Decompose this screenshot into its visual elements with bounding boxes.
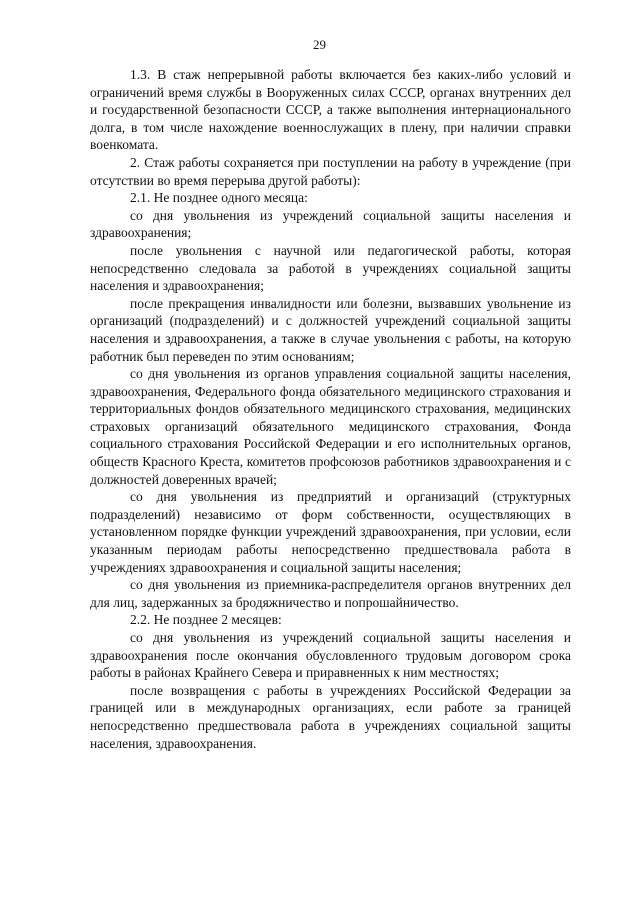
paragraph-2-1-item-5: со дня увольнения из предприятий и организаций (структурных подразделений) независимо от форм собственности, осуществляющих в установленном порядке функции учреждений здравоохранения, при условии, если указанным периодам работы непосредственно предшествовала работа в учреждениях здравоохранения и социальной защиты населения; xyxy=(90,489,571,575)
page-number: 29 xyxy=(313,37,326,52)
paragraph-2-2-item-1: со дня увольнения из учреждений социальной защиты населения и здравоохранения после окончания обусловленного трудовым договором срока работы в районах Крайнего Севера и приравненных к ним местностях; xyxy=(90,630,571,681)
paragraph-2-1-item-6: со дня увольнения из приемника-распределителя органов внутренних дел для лиц, задержанных за бродяжничество и попрошайничество. xyxy=(90,577,571,610)
paragraph-2: 2. Стаж работы сохраняется при поступлении на работу в учреждение (при отсутствии во время перерыва другой работы): xyxy=(90,154,571,188)
paragraph-2-1-item-2: после увольнения с научной или педагогической работы, которая непосредственно следовала за работой в учреждениях социальной защиты населения и здравоохранения; xyxy=(90,242,571,294)
paragraph-2-1-item-3: после прекращения инвалидности или болезни, вызвавших увольнение из организаций (подразделений) и с должностей учреждений социальной защиты населения и здравоохранения, а также в случае увольнения с работы, на которую работник был переведен по этим основаниям; xyxy=(90,295,571,364)
paragraph-1-3: 1.3. В стаж непрерывной работы включается без каких-либо условий и ограничений время службы в Вооруженных силах СССР, органах внутренних дел и государственной безопасности СССР, а также выполнения интернационального долга, в том числе нахождение военнослужащих в плену, при наличии справки военкомата. xyxy=(90,67,571,153)
document-body xyxy=(90,66,571,752)
paragraph-2-1-item-4: со дня увольнения из органов управления социальной защиты населения, здравоохранения, Федерального фонда обязательного медицинского страхования и территориальных фондов обязательного медицинского страхования, медицинских страховых организаций обязательного медицинского страхования, Фонда социального страхования Российской Федерации и его исполнительных органов, обществ Красного Креста, комитетов профсоюзов работников здравоохранения и с должностей доверенных врачей; xyxy=(90,366,571,487)
paragraph-2-1-item-1: со дня увольнения из учреждений социальной защиты населения и здравоохранения; xyxy=(90,207,571,241)
paragraph-2-2-item-2: после возвращения с работы в учреждениях Российской Федерации за границей или в международных организациях, если работе за границей непосредственно предшествовала работа в учреждениях социальной защиты населения, здравоохранения. xyxy=(90,682,571,751)
paragraph-2-1-heading: 2.1. Не позднее одного месяца: xyxy=(130,190,308,206)
paragraph-2-2-heading: 2.2. Не позднее 2 месяцев: xyxy=(130,612,282,628)
